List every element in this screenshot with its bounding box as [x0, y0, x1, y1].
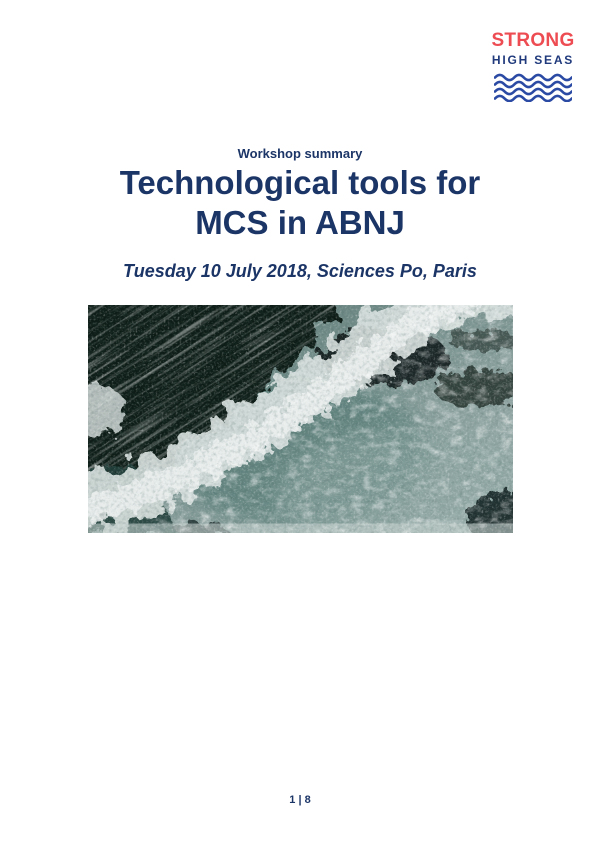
title-line-1: Technological tools for: [119, 164, 481, 201]
logo-strong-text: STRONG: [491, 30, 575, 51]
strong-high-seas-logo: [489, 31, 577, 102]
logo-high-seas-text: HIGH SEAS: [491, 53, 575, 67]
ocean-photo-graphic: [88, 305, 513, 533]
kicker-workshop-summary: Workshop summary: [237, 146, 363, 161]
ocean-waves-photo: [88, 305, 513, 533]
page-title: [0, 163, 600, 243]
page-number: 1 | 8: [289, 794, 311, 806]
waves-icon: [494, 73, 572, 102]
subtitle-date-location: Tuesday 10 July 2018, Sciences Po, Paris: [123, 261, 477, 281]
title-line-2: MCS in ABNJ: [195, 204, 405, 241]
